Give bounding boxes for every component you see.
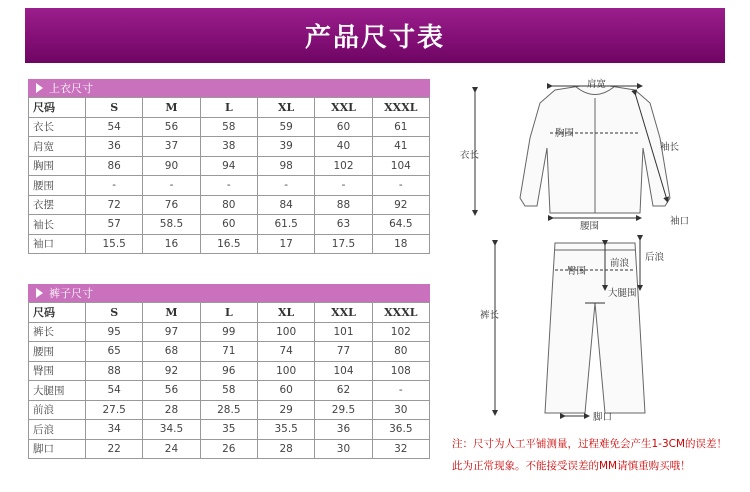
table-cell: - [200, 176, 257, 196]
table-cell: 101 [315, 322, 372, 342]
top-section-header [28, 79, 430, 97]
table-cell: 17.5 [315, 234, 372, 254]
table-cell: XL [257, 303, 314, 323]
top-section-label: 上衣尺寸 [49, 82, 93, 95]
table-cell: - [315, 176, 372, 196]
table-cell: 56 [143, 381, 200, 401]
table-cell: 27.5 [86, 400, 143, 420]
table-cell: 104 [315, 361, 372, 381]
table-cell: L [200, 303, 257, 323]
table-cell: 60 [200, 215, 257, 235]
table-cell: 71 [200, 342, 257, 362]
row-label-cell: 脚口 [29, 439, 86, 459]
top-table [28, 97, 430, 254]
table-cell: 16.5 [200, 234, 257, 254]
label-thigh: 大腿围 [608, 288, 637, 299]
label-shoulder: 肩宽 [587, 79, 607, 90]
table-row [29, 400, 430, 420]
table-cell: - [143, 176, 200, 196]
table-cell: XXL [315, 98, 372, 118]
row-label-cell: 前浪 [29, 400, 86, 420]
label-waist: 腰围 [580, 221, 600, 232]
table-cell: - [257, 176, 314, 196]
label-cuff: 袖口 [670, 216, 690, 227]
table-cell: 97 [143, 322, 200, 342]
table-cell: M [143, 98, 200, 118]
table-cell: 80 [200, 195, 257, 215]
table-row [29, 322, 430, 342]
row-label-cell: 胸围 [29, 156, 86, 176]
label-length: 衣长 [460, 150, 480, 161]
table-cell: 65 [86, 342, 143, 362]
row-label-cell: 腰围 [29, 342, 86, 362]
table-row [29, 215, 430, 235]
table-cell: 34.5 [143, 420, 200, 440]
table-cell: 28 [143, 400, 200, 420]
label-chest: 胸围 [555, 128, 575, 139]
table-row [29, 234, 430, 254]
table-cell: 54 [86, 117, 143, 137]
row-label-cell: 尺码 [29, 98, 86, 118]
table-cell: 35.5 [257, 420, 314, 440]
bottom-size-table [28, 284, 430, 459]
table-cell: 22 [86, 439, 143, 459]
triangle-icon [36, 83, 43, 93]
table-row [29, 420, 430, 440]
row-label-cell: 臀围 [29, 361, 86, 381]
table-cell: - [372, 381, 429, 401]
table-cell: 102 [372, 322, 429, 342]
table-cell: 36 [315, 420, 372, 440]
table-cell: - [372, 176, 429, 196]
table-cell: 61 [372, 117, 429, 137]
bottom-section-label: 裤子尺寸 [49, 287, 93, 300]
row-label-cell: 后浪 [29, 420, 86, 440]
table-cell: - [86, 176, 143, 196]
table-cell: 34 [86, 420, 143, 440]
table-cell: 30 [372, 400, 429, 420]
table-header-row [29, 303, 430, 323]
measurement-diagram [455, 78, 745, 428]
table-cell: 29.5 [315, 400, 372, 420]
table-cell: 28.5 [200, 400, 257, 420]
table-cell: 63 [315, 215, 372, 235]
table-row [29, 439, 430, 459]
title-banner [25, 8, 725, 63]
table-cell: 104 [372, 156, 429, 176]
table-cell: 88 [86, 361, 143, 381]
label-hip: 臀围 [567, 266, 587, 277]
table-cell: 80 [372, 342, 429, 362]
table-row [29, 342, 430, 362]
pants-drawing [545, 243, 645, 413]
table-cell: 84 [257, 195, 314, 215]
table-cell: L [200, 98, 257, 118]
label-sleeve: 袖长 [660, 142, 680, 153]
table-cell: 95 [86, 322, 143, 342]
table-cell: 92 [143, 361, 200, 381]
table-row [29, 137, 430, 157]
table-row [29, 361, 430, 381]
top-size-table [28, 79, 430, 254]
table-cell: 26 [200, 439, 257, 459]
table-cell: 108 [372, 361, 429, 381]
table-cell: 36 [86, 137, 143, 157]
row-label-cell: 袖口 [29, 234, 86, 254]
table-cell: 35 [200, 420, 257, 440]
table-cell: XL [257, 98, 314, 118]
table-cell: 72 [86, 195, 143, 215]
table-cell: 92 [372, 195, 429, 215]
table-cell: 100 [257, 361, 314, 381]
label-pant-length: 裤长 [480, 310, 500, 321]
table-row [29, 156, 430, 176]
note-line-2: 此为正常现象。不能接受误差的MM请慎重购买哦！ [452, 460, 691, 472]
table-cell: 17 [257, 234, 314, 254]
table-cell: 90 [143, 156, 200, 176]
label-hem: 脚口 [593, 412, 613, 423]
table-cell: 100 [257, 322, 314, 342]
table-cell: 56 [143, 117, 200, 137]
table-cell: 77 [315, 342, 372, 362]
table-cell: 30 [315, 439, 372, 459]
table-cell: 58.5 [143, 215, 200, 235]
table-cell: 98 [257, 156, 314, 176]
label-back-rise: 后浪 [645, 252, 665, 263]
row-label-cell: 衣摆 [29, 195, 86, 215]
table-cell: 96 [200, 361, 257, 381]
table-cell: 37 [143, 137, 200, 157]
table-cell: 102 [315, 156, 372, 176]
table-cell: S [86, 303, 143, 323]
jacket-drawing [520, 86, 670, 213]
table-cell: 16 [143, 234, 200, 254]
table-cell: 61.5 [257, 215, 314, 235]
note-line-1: 注：尺寸为人工平铺测量，过程难免会产生1-3CM的误差！ [452, 438, 728, 450]
table-cell: 88 [315, 195, 372, 215]
table-cell: XXXL [372, 303, 429, 323]
table-row [29, 176, 430, 196]
table-cell: 58 [200, 117, 257, 137]
table-cell: XXL [315, 303, 372, 323]
table-cell: 54 [86, 381, 143, 401]
table-cell: 60 [257, 381, 314, 401]
table-cell: 60 [315, 117, 372, 137]
table-cell: 40 [315, 137, 372, 157]
row-label-cell: 袖长 [29, 215, 86, 235]
row-label-cell: 大腿围 [29, 381, 86, 401]
table-cell: 64.5 [372, 215, 429, 235]
table-cell: 28 [257, 439, 314, 459]
bottom-section-header [28, 284, 430, 302]
table-cell: 32 [372, 439, 429, 459]
table-cell: 57 [86, 215, 143, 235]
table-cell: 15.5 [86, 234, 143, 254]
row-label-cell: 衣长 [29, 117, 86, 137]
table-row [29, 195, 430, 215]
table-cell: 41 [372, 137, 429, 157]
table-cell: 58 [200, 381, 257, 401]
table-cell: S [86, 98, 143, 118]
table-header-row [29, 98, 430, 118]
table-cell: 36.5 [372, 420, 429, 440]
table-cell: 99 [200, 322, 257, 342]
triangle-icon [36, 288, 43, 298]
table-cell: 29 [257, 400, 314, 420]
table-cell: 94 [200, 156, 257, 176]
row-label-cell: 肩宽 [29, 137, 86, 157]
page-title: 产品尺寸表 [304, 23, 445, 53]
table-cell: 62 [315, 381, 372, 401]
table-cell: 59 [257, 117, 314, 137]
table-cell: 76 [143, 195, 200, 215]
table-row [29, 381, 430, 401]
label-front-rise: 前浪 [610, 258, 630, 269]
table-cell: 18 [372, 234, 429, 254]
table-cell: 39 [257, 137, 314, 157]
table-cell: M [143, 303, 200, 323]
table-cell: 38 [200, 137, 257, 157]
table-cell: 24 [143, 439, 200, 459]
table-cell: 86 [86, 156, 143, 176]
row-label-cell: 尺码 [29, 303, 86, 323]
row-label-cell: 腰围 [29, 176, 86, 196]
table-cell: 68 [143, 342, 200, 362]
table-cell: XXXL [372, 98, 429, 118]
row-label-cell: 裤长 [29, 322, 86, 342]
table-row [29, 117, 430, 137]
bottom-table [28, 302, 430, 459]
table-cell: 74 [257, 342, 314, 362]
